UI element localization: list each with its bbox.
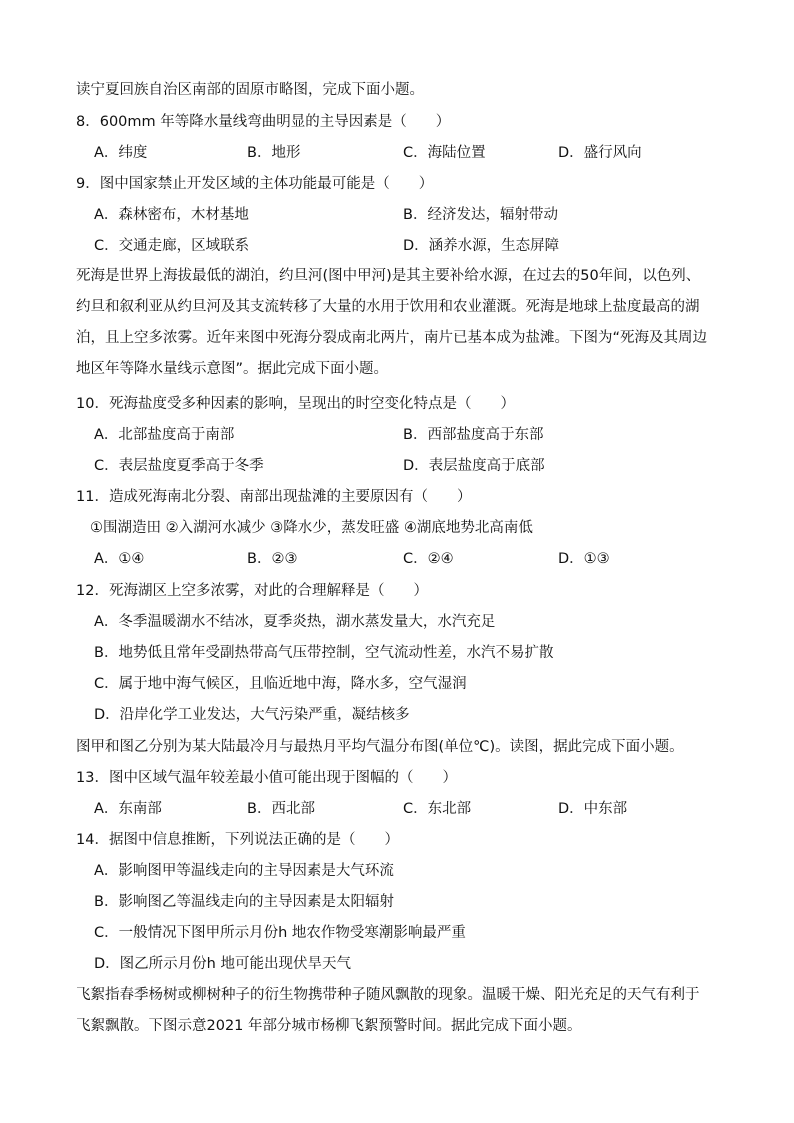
question-11-stem: 11．造成死海南北分裂、南部出现盐滩的主要原因有（ ） xyxy=(76,489,472,505)
q9-option-c[interactable]: C．交通走廊，区域联系 xyxy=(94,238,250,254)
q14-option-c[interactable]: C．一般情况下图甲所示月份h 地农作物受寒潮影响最严重 xyxy=(94,925,466,941)
q14-option-a[interactable]: A．影响图甲等温线走向的主导因素是大气环流 xyxy=(94,863,394,879)
q13-option-b[interactable]: B．西北部 xyxy=(247,801,315,817)
intro-dead-sea-line-3: 泊，且上空多浓雾。近年来图中死海分裂成南北两片，南片已基本成为盐滩。下图为“死海及其周边 xyxy=(76,330,708,346)
intro-catkins-line-1: 飞絮指春季杨树或柳树种子的衍生物携带种子随风飘散的现象。温暖干燥、阳光充足的天气有利于 xyxy=(76,987,700,1003)
q14-option-d[interactable]: D．图乙所示月份h 地可能出现伏旱天气 xyxy=(94,956,351,972)
intro-guyuan: 读宁夏回族自治区南部的固原市略图，完成下面小题。 xyxy=(76,82,424,98)
q11-items: ①围湖造田 ②入湖河水减少 ③降水少，蒸发旺盛 ④湖底地势北高南低 xyxy=(90,520,533,536)
q13-option-d[interactable]: D．中东部 xyxy=(558,801,628,817)
q8-option-c[interactable]: C．海陆位置 xyxy=(403,145,486,161)
q8-option-d[interactable]: D．盛行风向 xyxy=(558,145,642,161)
intro-temperature-maps: 图甲和图乙分别为某大陆最冷月与最热月平均气温分布图(单位℃)。读图，据此完成下面小题。 xyxy=(76,739,684,755)
question-10-stem: 10．死海盐度受多种因素的影响，呈现出的时空变化特点是（ ） xyxy=(76,396,515,412)
question-9-stem: 9．图中国家禁止开发区域的主体功能最可能是（ ） xyxy=(76,176,434,192)
q11-option-a[interactable]: A．①④ xyxy=(94,551,145,567)
q9-option-b[interactable]: B．经济发达，辐射带动 xyxy=(403,207,558,223)
q9-option-d[interactable]: D．涵养水源，生态屏障 xyxy=(403,238,560,254)
intro-dead-sea-line-4: 地区年等降水量线示意图”。据此完成下面小题。 xyxy=(76,361,389,377)
q13-option-c[interactable]: C．东北部 xyxy=(403,801,472,817)
q14-option-b[interactable]: B．影响图乙等温线走向的主导因素是太阳辐射 xyxy=(94,894,394,910)
q8-option-a[interactable]: A．纬度 xyxy=(94,145,148,161)
q9-option-a[interactable]: A．森林密布，木材基地 xyxy=(94,207,249,223)
intro-dead-sea-line-2: 约旦和叙利亚从约旦河及其支流转移了大量的水用于饮用和农业灌溉。死海是地球上盐度最高的湖 xyxy=(76,299,700,315)
question-8-stem: 8．600mm 年等降水量线弯曲明显的主导因素是（ ） xyxy=(76,114,451,130)
q10-option-d[interactable]: D．表层盐度高于底部 xyxy=(403,458,545,474)
q11-option-b[interactable]: B．②③ xyxy=(247,551,298,567)
q10-option-c[interactable]: C．表层盐度夏季高于冬季 xyxy=(94,458,264,474)
question-13-stem: 13．图中区域气温年较差最小值可能出现于图幅的（ ） xyxy=(76,770,457,786)
q11-option-d[interactable]: D．①③ xyxy=(558,551,610,567)
q12-option-d[interactable]: D．沿岸化学工业发达，大气污染严重，凝结核多 xyxy=(94,707,410,723)
q8-option-b[interactable]: B．地形 xyxy=(247,145,301,161)
intro-catkins xyxy=(76,980,718,1042)
q12-option-c[interactable]: C．属于地中海气候区，且临近地中海，降水多，空气湿润 xyxy=(94,676,467,692)
question-12-stem: 12．死海湖区上空多浓雾，对此的合理解释是（ ） xyxy=(76,583,428,599)
intro-dead-sea xyxy=(76,261,718,385)
q10-option-b[interactable]: B．西部盐度高于东部 xyxy=(403,427,544,443)
q12-option-a[interactable]: A．冬季温暖湖水不结冰，夏季炎热，湖水蒸发量大，水汽充足 xyxy=(94,614,496,630)
question-14-stem: 14．据图中信息推断，下列说法正确的是（ ） xyxy=(76,832,399,848)
q12-option-b[interactable]: B．地势低且常年受副热带高气压带控制，空气流动性差，水汽不易扩散 xyxy=(94,645,554,661)
q10-option-a[interactable]: A．北部盐度高于南部 xyxy=(94,427,235,443)
intro-dead-sea-line-1: 死海是世界上海拔最低的湖泊，约旦河(图中甲河)是其主要补给水源，在过去的50年间，以色列、 xyxy=(76,268,701,284)
q11-option-c[interactable]: C．②④ xyxy=(403,551,454,567)
q13-option-a[interactable]: A．东南部 xyxy=(94,801,162,817)
intro-catkins-line-2: 飞絮飘散。下图示意2021 年部分城市杨柳飞絮预警时间。据此完成下面小题。 xyxy=(76,1018,582,1034)
